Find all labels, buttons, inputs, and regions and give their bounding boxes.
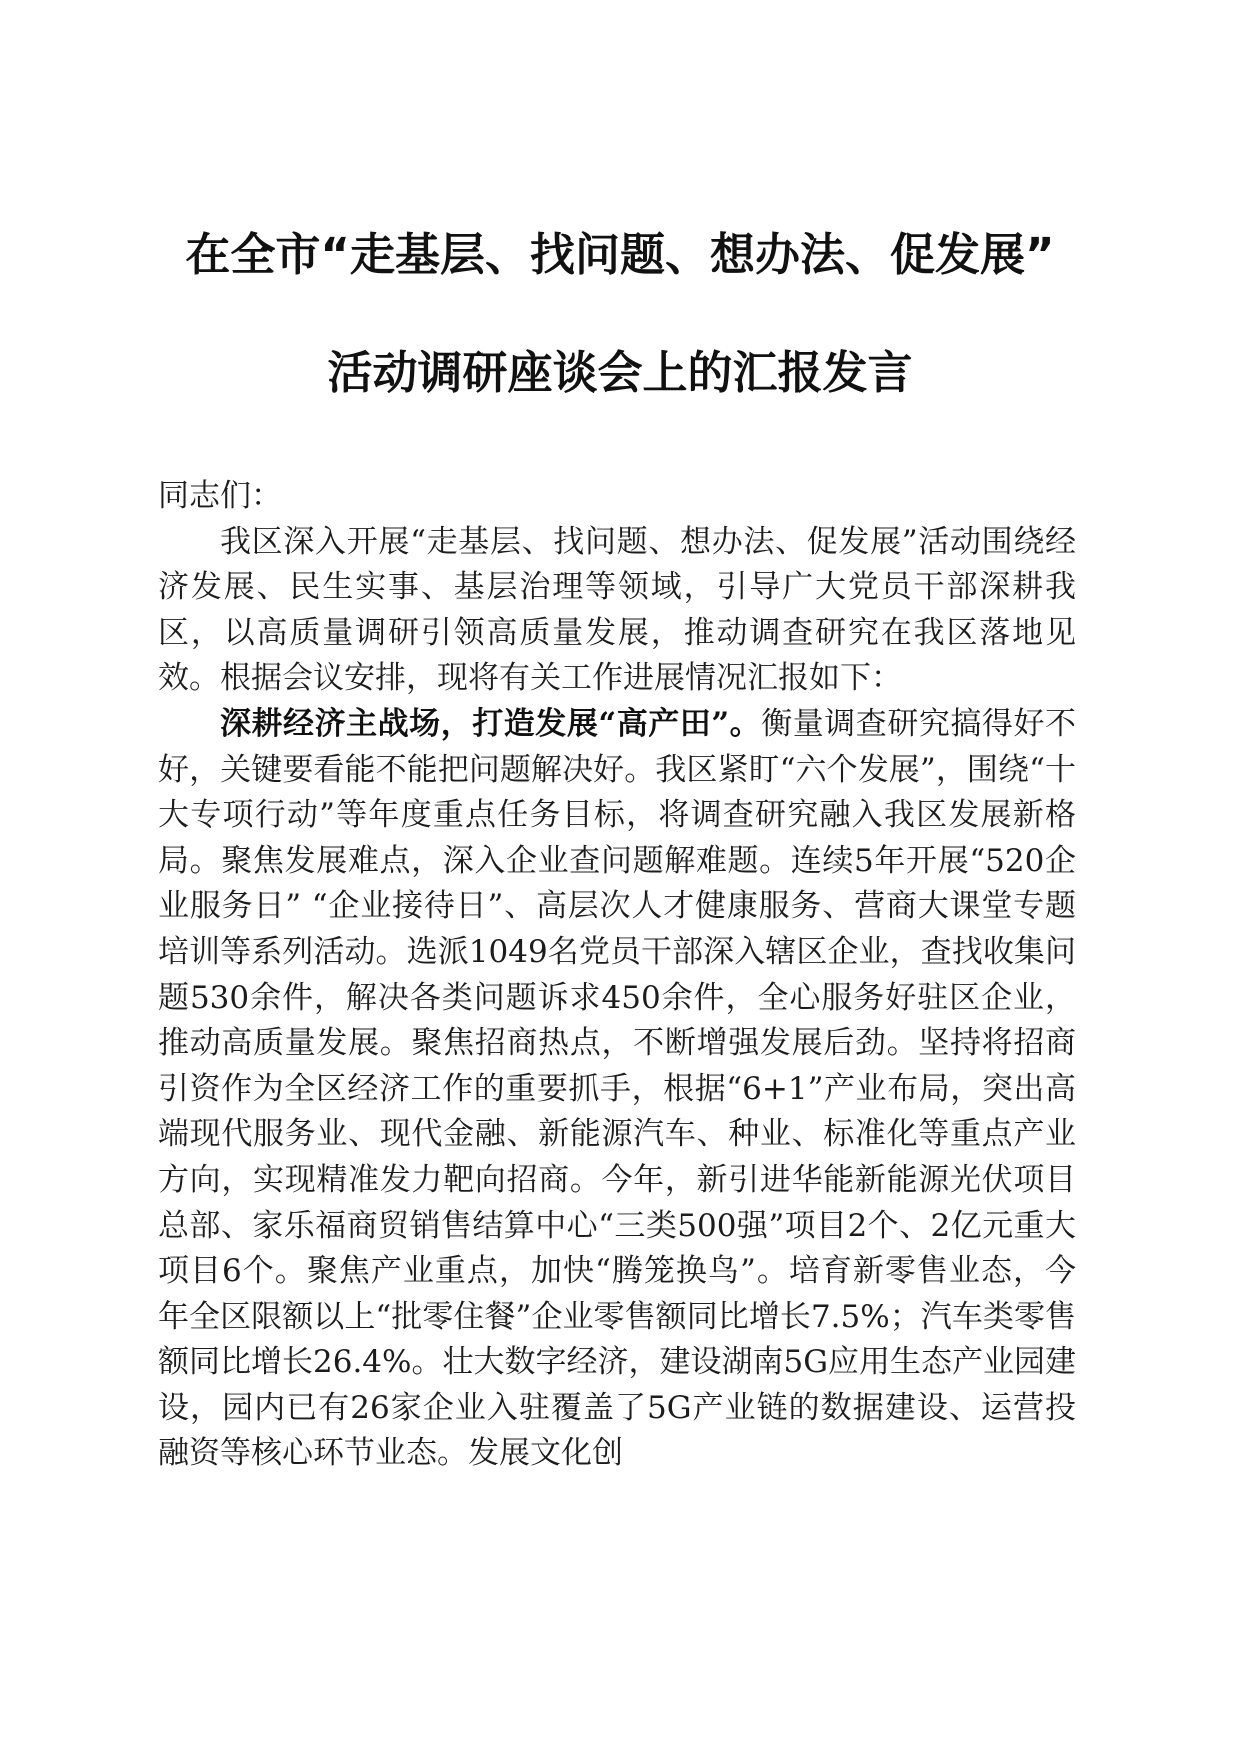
section-1-body: 衡量调查研究搞得好不好，关键要看能不能把问题解决好。我区紧盯“六个发展”，围绕“十大专项行动”等年度重点任务目标，将调查研究融入我区发展新格局。聚焦发展难点，深入企业查问题解难题。连续5年开展“520企业服务日” “企业接待日”、高层次人才健康服务、营商大课堂专题培训等系列活动。选派1049名党员干部深入辖区企业，查找收集问题530余件，解决各类问题诉求450余件，全心服务好驻区企业，推动高质量发展。聚焦招商热点，不断增强发展后劲。坚持将招商引资作为全区经济工作的重要抓手，根据“6+1”产业布局，突出高端现代服务业、现代金融、新能源汽车、种业、标准化等重点产业方向，实现精准发力靶向招商。今年，新引进华能新能源光伏项目总部、家乐福商贸销售结算中心“三类500强”项目2个、2亿元重大项目6个。聚焦产业重点，加快“腾笼换鸟”。培育新零售业态，今年全区限额以上“批零住餐”企业零售额同比增长7.5%；汽车类零售额同比增长26.4%。壮大数字经济，建设湖南5G应用生态产业园建设，园内已有26家企业入驻覆盖了5G产业链的数据建设、运营投融资等核心环节业态。发展文化创: [158, 705, 1076, 1472]
document-title-line-1: 在全市“走基层、找问题、想办法、促发展”: [185, 228, 1055, 281]
section-1-heading: 深耕经济主战场，打造发展“高产田”。: [220, 705, 762, 742]
document-body: [158, 474, 1076, 1477]
intro-paragraph: 我区深入开展“走基层、找问题、想办法、促发展”活动围绕经济发展、民生实事、基层治理等领域，引导广大党员干部深耕我区，以高质量调研引领高质量发展，推动调查研究在我区落地见效。根据会议安排，现将有关工作进展情况汇报如下：: [158, 523, 1076, 697]
section-1-paragraph: [158, 702, 1076, 1477]
document-title-line-2: 活动调研座谈会上的汇报发言: [327, 346, 913, 399]
salutation: 同志们：: [158, 478, 282, 514]
